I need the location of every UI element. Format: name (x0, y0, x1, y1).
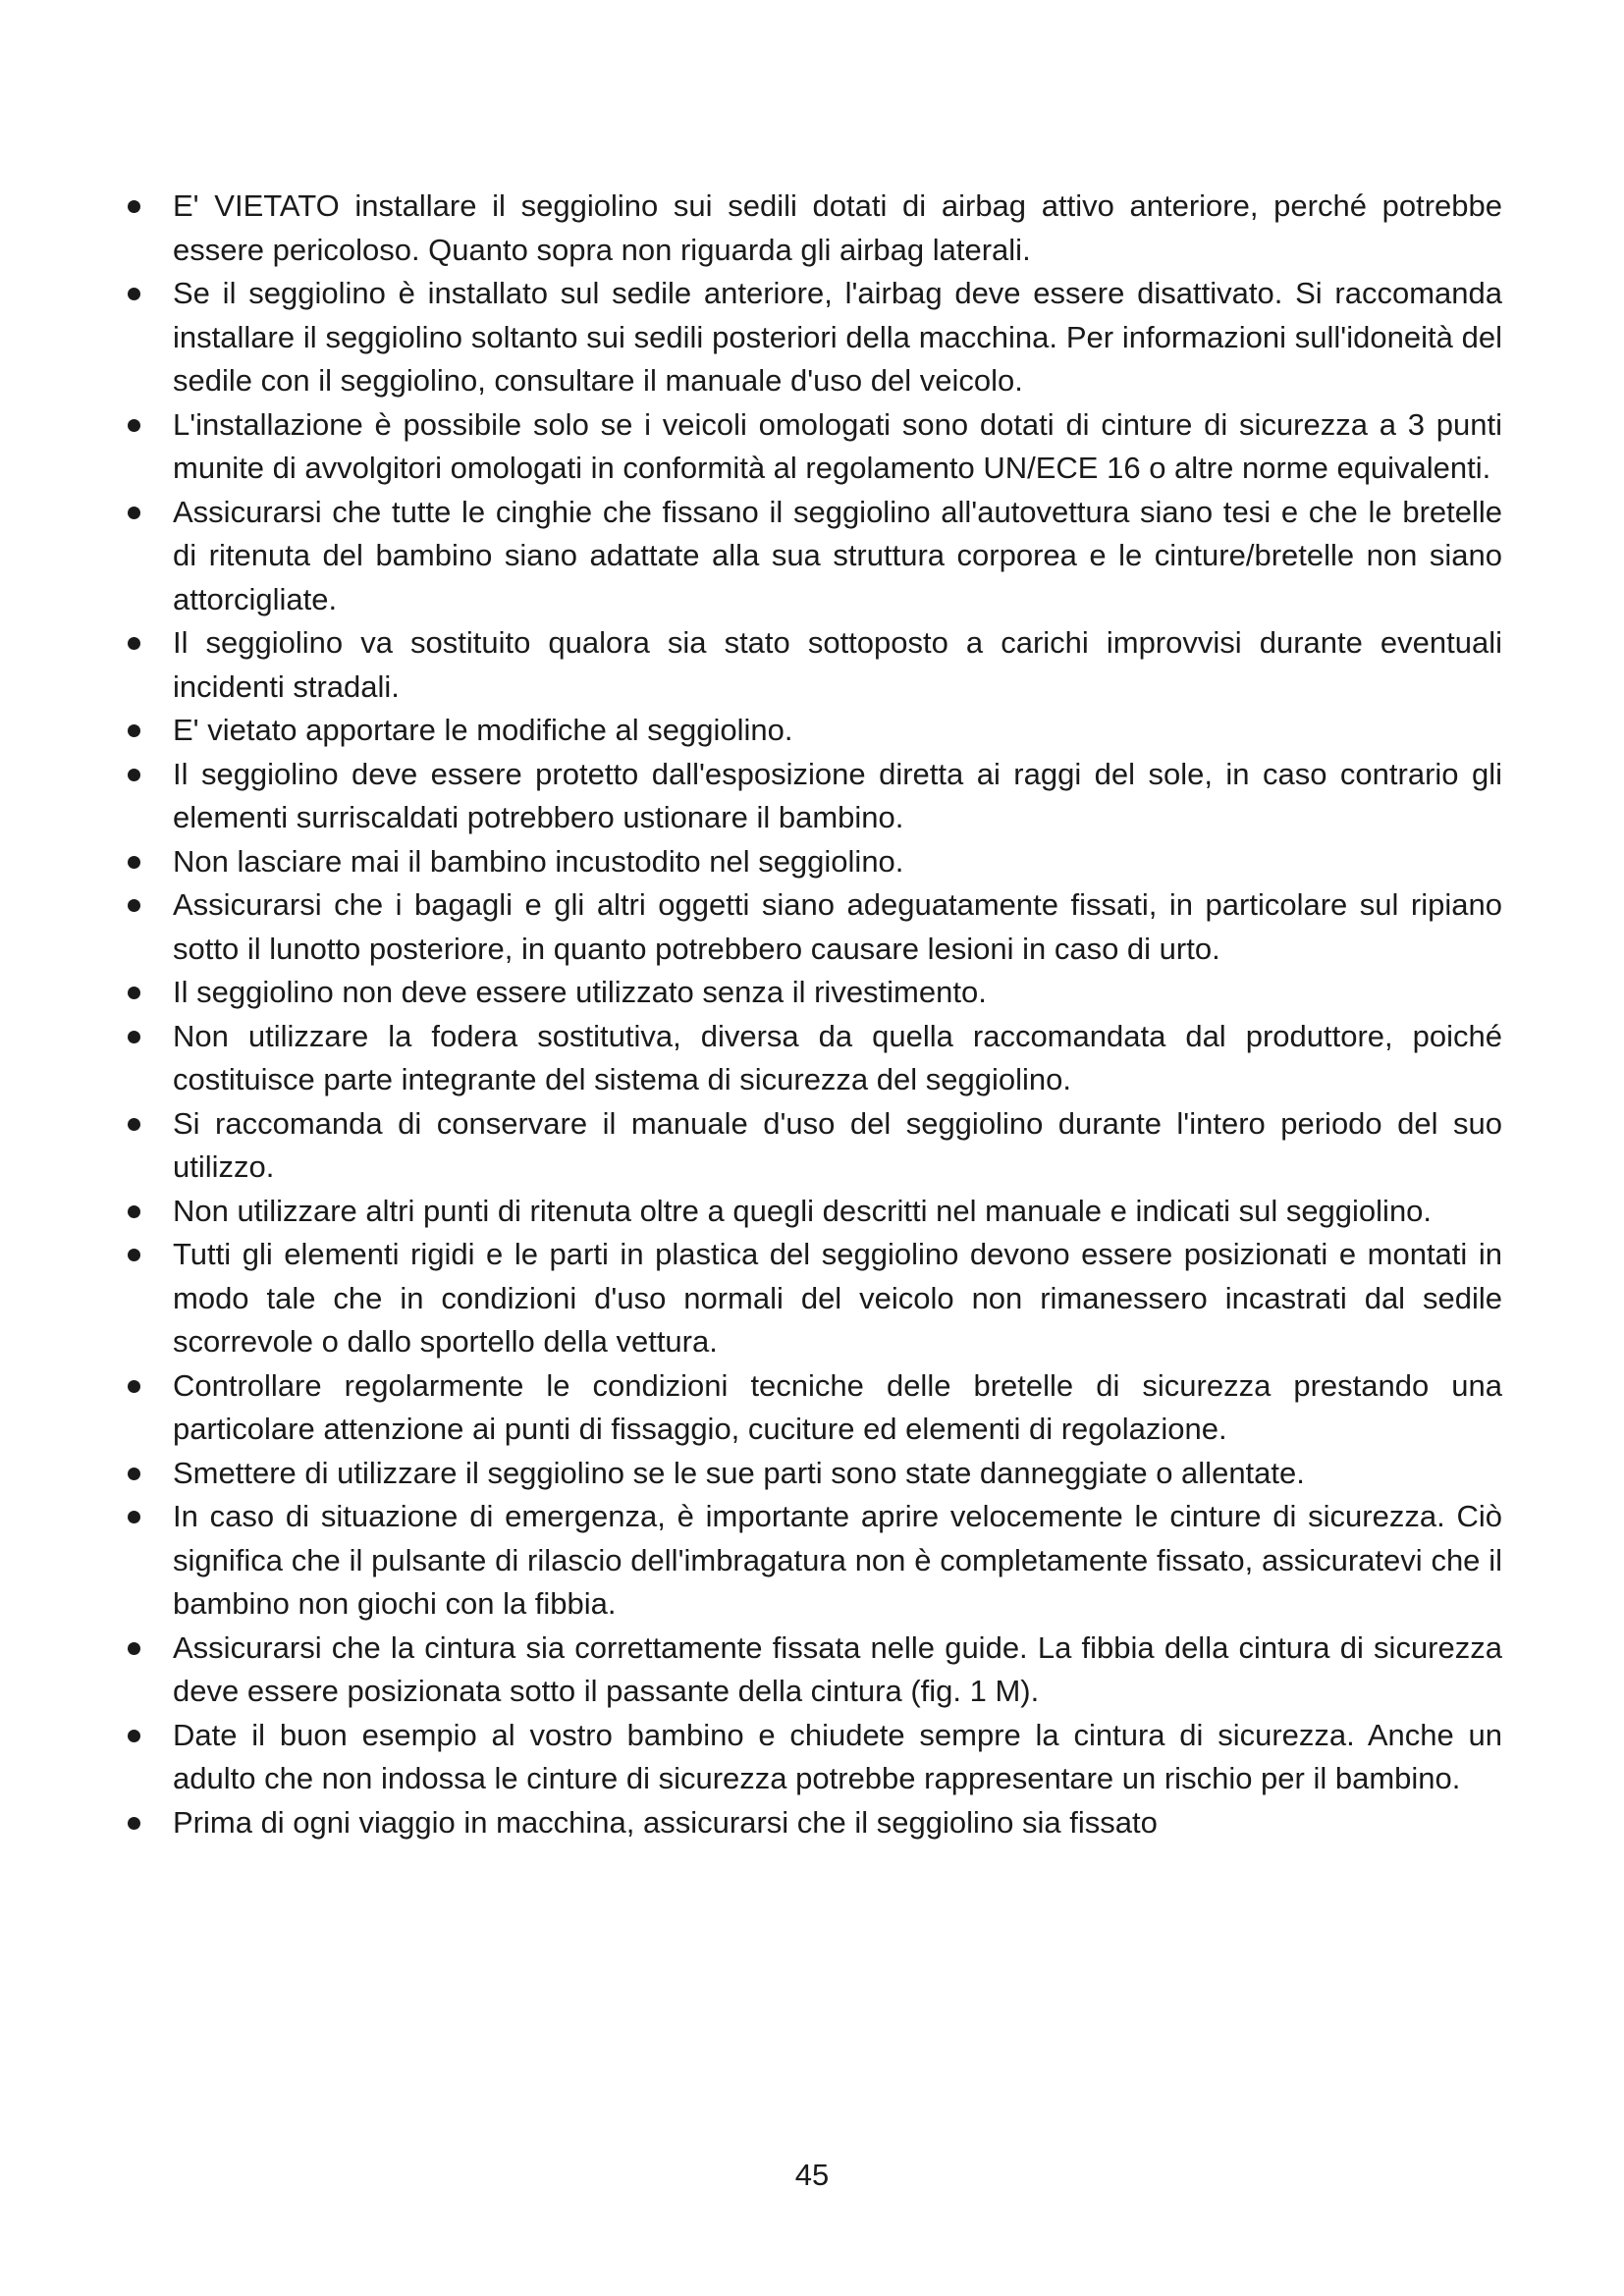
bullet-icon (128, 724, 140, 737)
list-item (128, 840, 1502, 884)
list-item (128, 1714, 1502, 1801)
bullet-icon (128, 419, 140, 432)
list-item-text: Date il buon esempio al vostro bambino e chiudete sempre la cintura di sicurezza. Anche un adulto che non indossa le cinture di sicurezza potrebbe rappresentare un rischio per il bambino. (173, 1717, 1502, 1795)
list-item (128, 621, 1502, 709)
list-item-text: L'installazione è possibile solo se i veicoli omologati sono dotati di cinture di sicurezza a 3 punti munite di avvolgitori omologati in conformità al regolamento UN/ECE 16 o altre norme equivalenti. (173, 406, 1502, 485)
bullet-icon (128, 1468, 140, 1480)
list-item (128, 491, 1502, 622)
list-item (128, 1452, 1502, 1496)
list-item (128, 403, 1502, 491)
bullet-icon (128, 1118, 140, 1131)
bullet-icon (128, 1642, 140, 1655)
list-item (128, 1801, 1502, 1845)
list-item (128, 709, 1502, 753)
bullet-icon (128, 637, 140, 650)
list-item-text: Tutti gli elementi rigidi e le parti in plastica del seggiolino devono essere posizionati e montati in modo tale che in condizioni d'uso normali del veicolo non rimanessero incastrati dal sedile scorrevole o dallo sportello della vettura. (173, 1237, 1502, 1359)
list-item-text: Il seggiolino deve essere protetto dall'esposizione diretta ai raggi del sole, in caso contrario gli elementi surriscaldati potrebbero ustionare il bambino. (173, 756, 1502, 834)
list-item-text: Prima di ogni viaggio in macchina, assicurarsi che il seggiolino sia fissato (173, 1804, 1158, 1840)
bullet-icon (128, 899, 140, 912)
bullet-icon (128, 1511, 140, 1523)
bullet-icon (128, 1380, 140, 1393)
bullet-icon (128, 1031, 140, 1043)
list-item-text: Non utilizzare altri punti di ritenuta oltre a quegli descritti nel manuale e indicati sul seggiolino. (173, 1193, 1433, 1228)
list-item-text: Assicurarsi che la cintura sia correttamente fissata nelle guide. La fibbia della cintura di sicurezza deve essere posizionata sotto il passante della cintura (fig. 1 M). (173, 1629, 1502, 1708)
bullet-icon (128, 200, 140, 213)
page-number: 45 (794, 2158, 830, 2192)
bullet-icon (128, 987, 140, 999)
list-item-text: Se il seggiolino è installato sul sedile anteriore, l'airbag deve essere disattivato. Si raccomanda installare il seggiolino soltanto sui sedili posteriori della macchina. Per informazioni sull'idoneità del sedile con il seggiolino, consultare il manuale d'uso del veicolo. (173, 276, 1502, 398)
safety-warnings-list (128, 185, 1502, 1844)
list-item (128, 753, 1502, 840)
list-item-text: Assicurarsi che i bagagli e gli altri oggetti siano adeguatamente fissati, in particolare sul ripiano sotto il lunotto posteriore, in quanto potrebbero causare lesioni in caso di urto. (173, 887, 1502, 966)
list-item (128, 883, 1502, 971)
list-item (128, 971, 1502, 1015)
list-item-text: Smettere di utilizzare il seggiolino se le sue parti sono state danneggiate o allentate. (173, 1455, 1305, 1490)
bullet-icon (128, 507, 140, 519)
bullet-icon (128, 1730, 140, 1742)
list-item (128, 1627, 1502, 1714)
list-item (128, 1495, 1502, 1627)
list-item (128, 185, 1502, 272)
bullet-icon (128, 769, 140, 781)
list-item-text: E' vietato apportare le modifiche al seggiolino. (173, 713, 793, 747)
bullet-icon (128, 288, 140, 300)
list-item-text: Assicurarsi che tutte le cinghie che fissano il seggiolino all'autovettura siano tesi e che le bretelle di ritenuta del bambino siano adattate alla sua struttura corporea e le cinture/bretelle non siano attorcigliate. (173, 494, 1502, 616)
list-item-text: Non utilizzare la fodera sostitutiva, diversa da quella raccomandata dal produttore, poiché costituisce parte integrante del sistema di sicurezza del seggiolino. (173, 1018, 1502, 1096)
list-item-text: In caso di situazione di emergenza, è importante aprire velocemente le cinture di sicurezza. Ciò significa che il pulsante di rilascio dell'imbragatura non è completamente fissato, assicuratevi che il bambino non giochi con la fibbia. (173, 1499, 1502, 1621)
list-item-text: Il seggiolino non deve essere utilizzato senza il rivestimento. (173, 975, 987, 1009)
list-item (128, 1233, 1502, 1364)
bullet-icon (128, 1817, 140, 1830)
list-item (128, 1364, 1502, 1452)
list-item (128, 1190, 1502, 1234)
list-item-text: Non lasciare mai il bambino incustodito nel seggiolino. (173, 843, 904, 879)
list-item-text: Controllare regolarmente le condizioni tecniche delle bretelle di sicurezza prestando una particolare attenzione ai punti di fissaggio, cuciture ed elementi di regolazione. (173, 1367, 1502, 1446)
bullet-icon (128, 1205, 140, 1218)
list-item (128, 272, 1502, 403)
list-item-text: Il seggiolino va sostituito qualora sia stato sottoposto a carichi improvvisi durante eventuali incidenti stradali. (173, 625, 1502, 704)
list-item (128, 1102, 1502, 1190)
bullet-icon (128, 1249, 140, 1261)
list-item-text: E' VIETATO installare il seggiolino sui sedili dotati di airbag attivo anteriore, perché potrebbe essere pericoloso. Quanto sopra non riguarda gli airbag laterali. (173, 188, 1502, 267)
list-item (128, 1015, 1502, 1102)
list-item-text: Si raccomanda di conservare il manuale d'uso del seggiolino durante l'intero periodo del suo utilizzo. (173, 1105, 1502, 1184)
bullet-icon (128, 856, 140, 869)
